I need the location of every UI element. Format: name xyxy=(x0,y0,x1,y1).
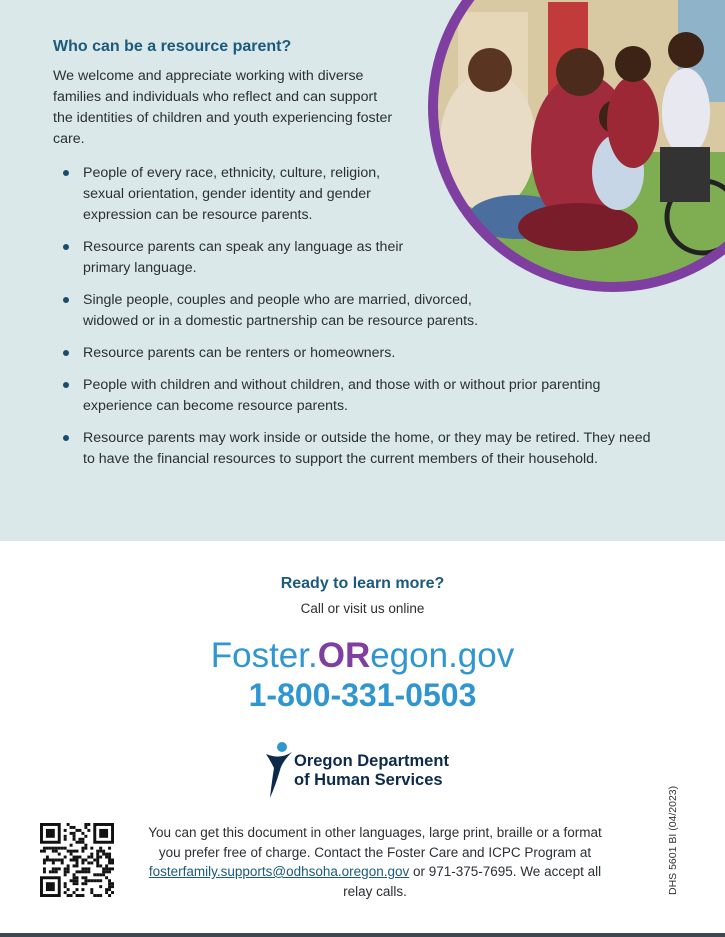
intro-paragraph: We welcome and appreciate working with diverse families and individuals who reflect and can support the identities of children and youth experiencing foster care. xyxy=(53,68,393,147)
list-item: People with children and without children, and those with or without prior parenting experience can become resource parents. xyxy=(62,375,652,417)
site-or-heart: OR xyxy=(317,636,371,675)
odhs-logo xyxy=(262,740,472,800)
eligibility-list xyxy=(62,163,652,481)
accessibility-notice xyxy=(140,823,610,901)
access-text-1: You can get this document in other languages, large print, braille or a format you prefer free of charge. Contact the Foster Care and ICPC Program at xyxy=(148,825,602,860)
list-item: Resource parents can speak any language as their primary language. xyxy=(62,237,407,279)
list-item: People of every race, ethnicity, culture, religion, sexual orientation, gender identity and gender expression can be resource parents. xyxy=(62,163,402,226)
cta-title: Ready to learn more? xyxy=(280,575,445,592)
form-number: DHS 5601 BI (04/2023) xyxy=(667,785,679,895)
cta-subtitle: Call or visit us online xyxy=(300,601,425,616)
access-text-2: or 971-375-7695. We accept all relay calls. xyxy=(343,864,602,899)
section-heading: Who can be a resource parent? xyxy=(53,38,292,55)
list-item: Resource parents may work inside or outside the home, or they may be retired. They need to have the financial resources to support the current members of their household. xyxy=(62,428,652,470)
bottom-divider xyxy=(0,933,725,937)
website-link[interactable] xyxy=(0,636,725,676)
qr-code-icon[interactable] xyxy=(40,823,114,897)
logo-text xyxy=(294,752,449,790)
list-item: Resource parents can be renters or homeowners. xyxy=(62,343,652,364)
site-suffix: egon.gov xyxy=(370,636,515,675)
logo-line-1: Oregon Department xyxy=(294,752,449,770)
logo-line-2: of Human Services xyxy=(294,771,443,789)
list-item: Single people, couples and people who are married, divorced, widowed or in a domestic partnership can be resource parents. xyxy=(62,290,482,332)
phone-number[interactable]: 1-800-331-0503 xyxy=(248,677,477,713)
email-link[interactable]: fosterfamily.supports@odhsoha.oregon.gov xyxy=(148,864,410,879)
site-prefix: Foster. xyxy=(210,636,318,675)
person-figure-logo-icon xyxy=(262,740,296,800)
